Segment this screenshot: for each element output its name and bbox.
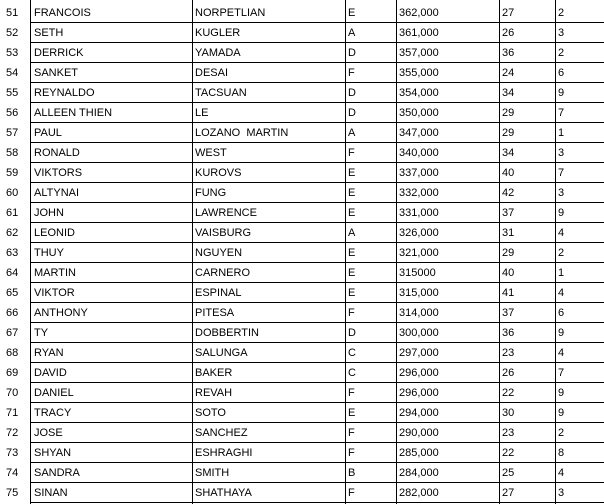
last-name-cell[interactable]: ESPINAL	[195, 287, 242, 299]
last-name-cell[interactable]: WEST	[195, 147, 227, 159]
last-name-cell[interactable]: SHATHAYA	[195, 487, 252, 499]
years-cell[interactable]: 3	[558, 147, 565, 159]
row-number-cell: 72	[6, 427, 19, 439]
row-number-cell: 52	[6, 27, 19, 39]
last-name-cell[interactable]: KUROVS	[195, 167, 242, 179]
table-row[interactable]	[0, 383, 604, 403]
last-name-cell[interactable]: BAKER	[195, 367, 233, 379]
age-cell[interactable]: 34	[502, 87, 515, 99]
years-cell[interactable]: 7	[558, 167, 565, 179]
grade-cell[interactable]: E	[348, 187, 356, 199]
table-row[interactable]	[0, 143, 604, 163]
first-name-cell[interactable]: SHYAN	[34, 447, 72, 459]
grade-cell[interactable]: E	[348, 207, 356, 219]
table-row[interactable]	[0, 483, 604, 503]
grade-cell[interactable]: D	[348, 327, 356, 339]
years-cell[interactable]: 4	[558, 467, 565, 479]
table-row[interactable]	[0, 223, 604, 243]
row-number-cell: 71	[6, 407, 19, 419]
first-name-cell[interactable]: RYAN	[34, 347, 64, 359]
row-number-cell: 56	[6, 107, 19, 119]
last-name-cell[interactable]: LE	[195, 107, 209, 119]
age-cell[interactable]: 24	[502, 67, 515, 79]
grade-cell[interactable]: E	[348, 407, 356, 419]
table-row[interactable]	[0, 203, 604, 223]
last-name-cell[interactable]: TACSUAN	[195, 87, 247, 99]
first-name-cell[interactable]: DANIEL	[34, 387, 74, 399]
row-number-cell: 51	[6, 7, 19, 19]
years-cell[interactable]: 1	[558, 127, 565, 139]
salary-cell[interactable]: 321,000	[399, 247, 439, 259]
grade-cell[interactable]: C	[348, 347, 356, 359]
table-row[interactable]	[0, 183, 604, 203]
last-name-cell[interactable]: KUGLER	[195, 27, 241, 39]
age-cell[interactable]: 22	[502, 447, 515, 459]
age-cell[interactable]: 34	[502, 147, 515, 159]
salary-cell[interactable]: 340,000	[399, 147, 439, 159]
age-cell[interactable]: 36	[502, 327, 515, 339]
row-number-cell: 63	[6, 247, 19, 259]
last-name-cell[interactable]: SMITH	[195, 467, 230, 479]
last-name-cell[interactable]: DESAI	[195, 67, 229, 79]
years-cell[interactable]: 2	[558, 47, 565, 59]
first-name-cell[interactable]: THUY	[34, 247, 64, 259]
table-row[interactable]	[0, 63, 604, 83]
last-name-cell[interactable]: NORPETLIAN	[195, 7, 266, 19]
salary-cell[interactable]: 361,000	[399, 27, 439, 39]
table-row[interactable]	[0, 343, 604, 363]
first-name-cell[interactable]: JOSE	[34, 427, 63, 439]
years-cell[interactable]: 4	[558, 287, 565, 299]
years-cell[interactable]: 3	[558, 187, 565, 199]
row-number-cell: 64	[6, 267, 19, 279]
table-row[interactable]	[0, 323, 604, 343]
years-cell[interactable]: 9	[558, 327, 565, 339]
last-name-cell[interactable]: SANCHEZ	[195, 427, 248, 439]
grade-cell[interactable]: E	[348, 247, 356, 259]
last-name-cell[interactable]: VAISBURG	[195, 227, 252, 239]
first-name-cell[interactable]: VIKTOR	[34, 287, 75, 299]
row-number-cell: 68	[6, 347, 19, 359]
years-cell[interactable]: 7	[558, 367, 565, 379]
first-name-cell[interactable]: RONALD	[34, 147, 80, 159]
grade-cell[interactable]: F	[348, 427, 355, 439]
row-number-cell: 67	[6, 327, 19, 339]
years-cell[interactable]: 3	[558, 27, 565, 39]
row-number-cell: 61	[6, 207, 19, 219]
table-row[interactable]	[0, 43, 604, 63]
first-name-cell[interactable]: FRANCOIS	[34, 7, 91, 19]
salary-cell[interactable]: 315,000	[399, 287, 439, 299]
grade-cell[interactable]: F	[348, 387, 355, 399]
last-name-cell[interactable]: ESHRAGHI	[195, 447, 253, 459]
table-row[interactable]	[0, 243, 604, 263]
salary-cell[interactable]: 315000	[399, 267, 436, 279]
last-name-cell[interactable]: REVAH	[195, 387, 233, 399]
salary-cell[interactable]: 296,000	[399, 387, 439, 399]
years-cell[interactable]: 9	[558, 407, 565, 419]
salary-cell[interactable]: 350,000	[399, 107, 439, 119]
first-name-cell[interactable]: SANKET	[34, 67, 79, 79]
grade-cell[interactable]: A	[348, 27, 356, 39]
table-row[interactable]	[0, 463, 604, 483]
age-cell[interactable]: 40	[502, 267, 515, 279]
age-cell[interactable]: 30	[502, 407, 515, 419]
age-cell[interactable]: 31	[502, 227, 515, 239]
salary-cell[interactable]: 347,000	[399, 127, 439, 139]
first-name-cell[interactable]: ALTYNAI	[34, 187, 80, 199]
years-cell[interactable]: 1	[558, 267, 565, 279]
age-cell[interactable]: 27	[502, 487, 515, 499]
years-cell[interactable]: 2	[558, 427, 565, 439]
first-name-cell[interactable]: ANTHONY	[34, 307, 88, 319]
first-name-cell[interactable]: SANDRA	[34, 467, 80, 479]
years-cell[interactable]: 2	[558, 247, 565, 259]
last-name-cell[interactable]: SALUNGA	[195, 347, 248, 359]
row-number-cell: 70	[6, 387, 19, 399]
years-cell[interactable]: 4	[558, 227, 565, 239]
row-number-cell: 69	[6, 367, 19, 379]
grade-cell[interactable]: D	[348, 87, 356, 99]
salary-cell[interactable]: 331,000	[399, 207, 439, 219]
last-name-cell[interactable]: CARNERO	[195, 267, 251, 279]
grade-cell[interactable]: F	[348, 487, 355, 499]
salary-cell[interactable]: 357,000	[399, 47, 439, 59]
last-name-cell[interactable]: YAMADA	[195, 47, 241, 59]
row-number-cell: 74	[6, 467, 19, 479]
table-row[interactable]	[0, 123, 604, 143]
table-row[interactable]	[0, 83, 604, 103]
table-row[interactable]	[0, 23, 604, 43]
table-row[interactable]	[0, 263, 604, 283]
first-name-cell[interactable]: TRACY	[34, 407, 72, 419]
first-name-cell[interactable]: VIKTORS	[34, 167, 83, 179]
first-name-cell[interactable]: PAUL	[34, 127, 62, 139]
last-name-cell[interactable]: LOZANO MARTIN	[195, 127, 289, 139]
table-row[interactable]	[0, 303, 604, 323]
row-number-cell: 54	[6, 67, 19, 79]
row-number-cell: 59	[6, 167, 19, 179]
grade-cell[interactable]: B	[348, 467, 356, 479]
table-row[interactable]	[0, 163, 604, 183]
age-cell[interactable]: 37	[502, 207, 515, 219]
table-row[interactable]	[0, 403, 604, 423]
salary-cell[interactable]: 326,000	[399, 227, 439, 239]
years-cell[interactable]: 9	[558, 87, 565, 99]
years-cell[interactable]: 6	[558, 307, 565, 319]
row-number-cell: 57	[6, 127, 19, 139]
salary-cell[interactable]: 314,000	[399, 307, 439, 319]
age-cell[interactable]: 41	[502, 287, 515, 299]
grade-cell[interactable]: E	[348, 167, 356, 179]
last-name-cell[interactable]: PITESA	[195, 307, 235, 319]
row-number-cell: 58	[6, 147, 19, 159]
grade-cell[interactable]: C	[348, 367, 356, 379]
salary-cell[interactable]: 297,000	[399, 347, 439, 359]
grade-cell[interactable]: D	[348, 107, 356, 119]
years-cell[interactable]: 9	[558, 207, 565, 219]
years-cell[interactable]: 8	[558, 447, 565, 459]
years-cell[interactable]: 7	[558, 107, 565, 119]
years-cell[interactable]: 2	[558, 7, 565, 19]
age-cell[interactable]: 26	[502, 367, 515, 379]
first-name-cell[interactable]: MARTIN	[34, 267, 76, 279]
salary-cell[interactable]: 332,000	[399, 187, 439, 199]
row-number-cell: 73	[6, 447, 19, 459]
row-border	[30, 502, 604, 503]
first-name-cell[interactable]: DERRICK	[34, 47, 84, 59]
salary-cell[interactable]: 282,000	[399, 487, 439, 499]
age-cell[interactable]: 36	[502, 47, 515, 59]
grade-cell[interactable]: F	[348, 307, 355, 319]
age-cell[interactable]: 37	[502, 307, 515, 319]
first-name-cell[interactable]: TY	[34, 327, 49, 339]
grade-cell[interactable]: F	[348, 447, 355, 459]
salary-cell[interactable]: 285,000	[399, 447, 439, 459]
salary-cell[interactable]: 362,000	[399, 7, 439, 19]
row-number-cell: 60	[6, 187, 19, 199]
years-cell[interactable]: 6	[558, 67, 565, 79]
age-cell[interactable]: 25	[502, 467, 515, 479]
salary-cell[interactable]: 296,000	[399, 367, 439, 379]
first-name-cell[interactable]: LEONID	[34, 227, 75, 239]
grade-cell[interactable]: E	[348, 7, 356, 19]
first-name-cell[interactable]: SETH	[34, 27, 64, 39]
age-cell[interactable]: 26	[502, 27, 515, 39]
row-number-cell: 53	[6, 47, 19, 59]
grade-cell[interactable]: E	[348, 267, 356, 279]
row-number-cell: 65	[6, 287, 19, 299]
first-name-cell[interactable]: JOHN	[34, 207, 64, 219]
grade-cell[interactable]: E	[348, 287, 356, 299]
first-name-cell[interactable]: REYNALDO	[34, 87, 95, 99]
last-name-cell[interactable]: LAWRENCE	[195, 207, 257, 219]
salary-cell[interactable]: 290,000	[399, 427, 439, 439]
table-row[interactable]	[0, 423, 604, 443]
first-name-cell[interactable]: ALLEEN THIEN	[34, 107, 113, 119]
age-cell[interactable]: 23	[502, 427, 515, 439]
years-cell[interactable]: 9	[558, 387, 565, 399]
salary-cell[interactable]: 284,000	[399, 467, 439, 479]
table-row[interactable]	[0, 283, 604, 303]
salary-cell[interactable]: 354,000	[399, 87, 439, 99]
table-row[interactable]	[0, 363, 604, 383]
grade-cell[interactable]: F	[348, 147, 355, 159]
last-name-cell[interactable]: NGUYEN	[195, 247, 243, 259]
grade-cell[interactable]: A	[348, 227, 356, 239]
age-cell[interactable]: 23	[502, 347, 515, 359]
first-name-cell[interactable]: SINAN	[34, 487, 68, 499]
grade-cell[interactable]: D	[348, 47, 356, 59]
table-row[interactable]	[0, 3, 604, 23]
grade-cell[interactable]: A	[348, 127, 356, 139]
years-cell[interactable]: 3	[558, 487, 565, 499]
table-row[interactable]	[0, 103, 604, 123]
years-cell[interactable]: 4	[558, 347, 565, 359]
grade-cell[interactable]: F	[348, 67, 355, 79]
age-cell[interactable]: 27	[502, 7, 515, 19]
age-cell[interactable]: 29	[502, 127, 515, 139]
salary-cell[interactable]: 337,000	[399, 167, 439, 179]
first-name-cell[interactable]: DAVID	[34, 367, 67, 379]
row-number-cell: 62	[6, 227, 19, 239]
salary-cell[interactable]: 300,000	[399, 327, 439, 339]
age-cell[interactable]: 29	[502, 247, 515, 259]
last-name-cell[interactable]: SOTO	[195, 407, 226, 419]
last-name-cell[interactable]: DOBBERTIN	[195, 327, 259, 339]
salary-cell[interactable]: 294,000	[399, 407, 439, 419]
age-cell[interactable]: 40	[502, 167, 515, 179]
last-name-cell[interactable]: FUNG	[195, 187, 227, 199]
salary-cell[interactable]: 355,000	[399, 67, 439, 79]
row-number-cell: 55	[6, 87, 19, 99]
table-row[interactable]	[0, 443, 604, 463]
age-cell[interactable]: 29	[502, 107, 515, 119]
age-cell[interactable]: 22	[502, 387, 515, 399]
row-number-cell: 66	[6, 307, 19, 319]
row-number-cell: 75	[6, 487, 19, 499]
age-cell[interactable]: 42	[502, 187, 515, 199]
